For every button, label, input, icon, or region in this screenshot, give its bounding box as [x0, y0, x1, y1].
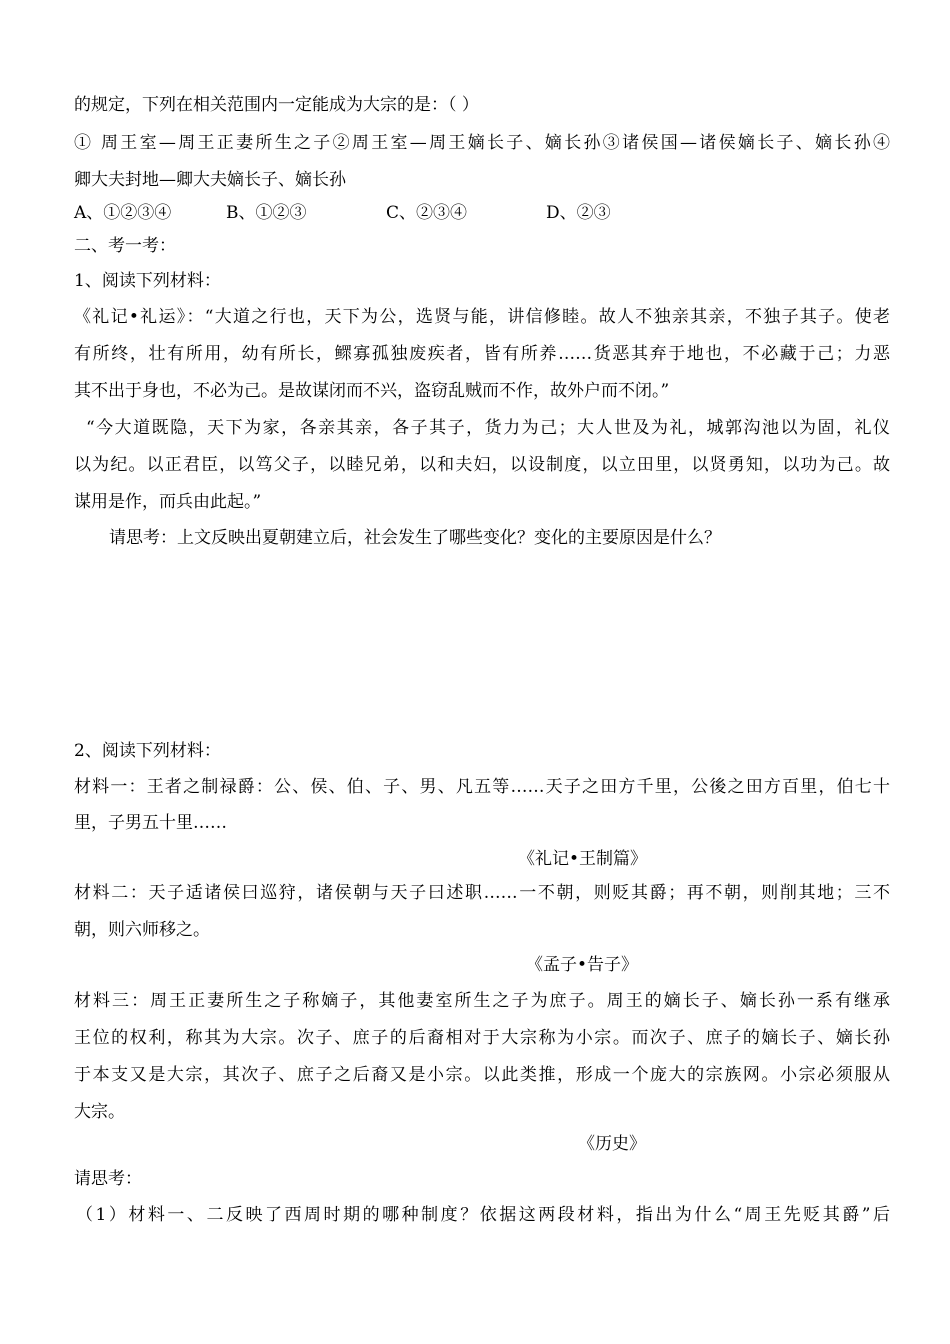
sub-question: （1）材料一、二反映了西周时期的哪种制度？依据这两段材料，指出为什么“周王先贬其爵”后: [76, 1205, 890, 1225]
material-source: 《孟子•告子》: [526, 955, 639, 975]
question-continued-line: 的规定，下列在相关范围内一定能成为大宗的是：（ ）: [74, 95, 479, 115]
material-text-line: “今大道既隐，天下为家，各亲其亲，各子其子，货力为己；大人世及为礼，城郭沟池以为固，礼仪: [86, 418, 890, 438]
option-b: B、①②③: [226, 203, 307, 223]
material-text-line: 以为纪。以正君臣，以笃父子，以睦兄弟，以和夫妇，以设制度，以立田里，以贤勇知，以功为己。故: [74, 455, 890, 475]
material-text-line: 《礼记•礼运》：“大道之行也，天下为公，选贤与能，讲信修睦。故人不独亲其亲，不独子其子。使老: [74, 307, 890, 327]
option-c: C、②③④: [386, 203, 468, 223]
think-question: 请思考：上文反映出夏朝建立后，社会发生了哪些变化？变化的主要原因是什么？: [109, 528, 721, 548]
option-a: A、①②③④: [74, 203, 172, 223]
material-text-line: 王位的权利，称其为大宗。次子、庶子的后裔相对于大宗称为小宗。而次子、庶子的嫡长子、嫡长孙: [74, 1028, 890, 1048]
material-text-line: 于本支又是大宗，其次子、庶子之后裔又是小宗。以此类推，形成一个庞大的宗族网。小宗必须服从: [74, 1065, 890, 1085]
material-text-line: 里，子男五十里……: [74, 813, 227, 833]
option-d: D、②③: [546, 203, 611, 223]
question-statements-line: ① 周王室—周王正妻所生之子②周王室—周王嫡长子、嫡长孙③诸侯国—诸侯嫡长子、嫡长孙④: [74, 133, 890, 153]
item2-heading: 2、阅读下列材料：: [74, 741, 221, 761]
material-text-line: 大宗。: [74, 1102, 125, 1122]
think-label: 请思考：: [74, 1169, 142, 1189]
material-text-line: 材料二：天子适诸侯曰巡狩，诸侯朝与天子曰述职……一不朝，则贬其爵；再不朝，则削其地；三不: [74, 883, 890, 903]
material-text-line: 有所终，壮有所用，幼有所长，鳏寡孤独废疾者，皆有所养……货恶其弃于地也，不必藏于己；力恶: [74, 344, 890, 364]
item1-heading: 1、阅读下列材料：: [74, 271, 221, 291]
answer-options: [74, 196, 890, 230]
material-source: 《历史》: [578, 1134, 646, 1154]
material-source: 《礼记•王制篇》: [518, 849, 648, 869]
section-heading: 二、考一考：: [74, 236, 176, 256]
material-text-line: 谋用是作，而兵由此起。”: [74, 492, 262, 512]
material-text-line: 朝，则六师移之。: [74, 920, 210, 940]
material-text-line: 材料三：周王正妻所生之子称嫡子，其他妻室所生之子为庶子。周王的嫡长子、嫡长孙一系有继承: [74, 991, 890, 1011]
question-statements-line: 卿大夫封地—卿大夫嫡长子、嫡长孙: [74, 170, 346, 190]
material-text-line: 材料一：王者之制禄爵：公、侯、伯、子、男、凡五等……天子之田方千里，公後之田方百里，伯七十: [74, 777, 890, 797]
material-text-line: 其不出于身也，不必为己。是故谋闭而不兴，盗窃乱贼而不作，故外户而不闭。”: [74, 381, 670, 401]
